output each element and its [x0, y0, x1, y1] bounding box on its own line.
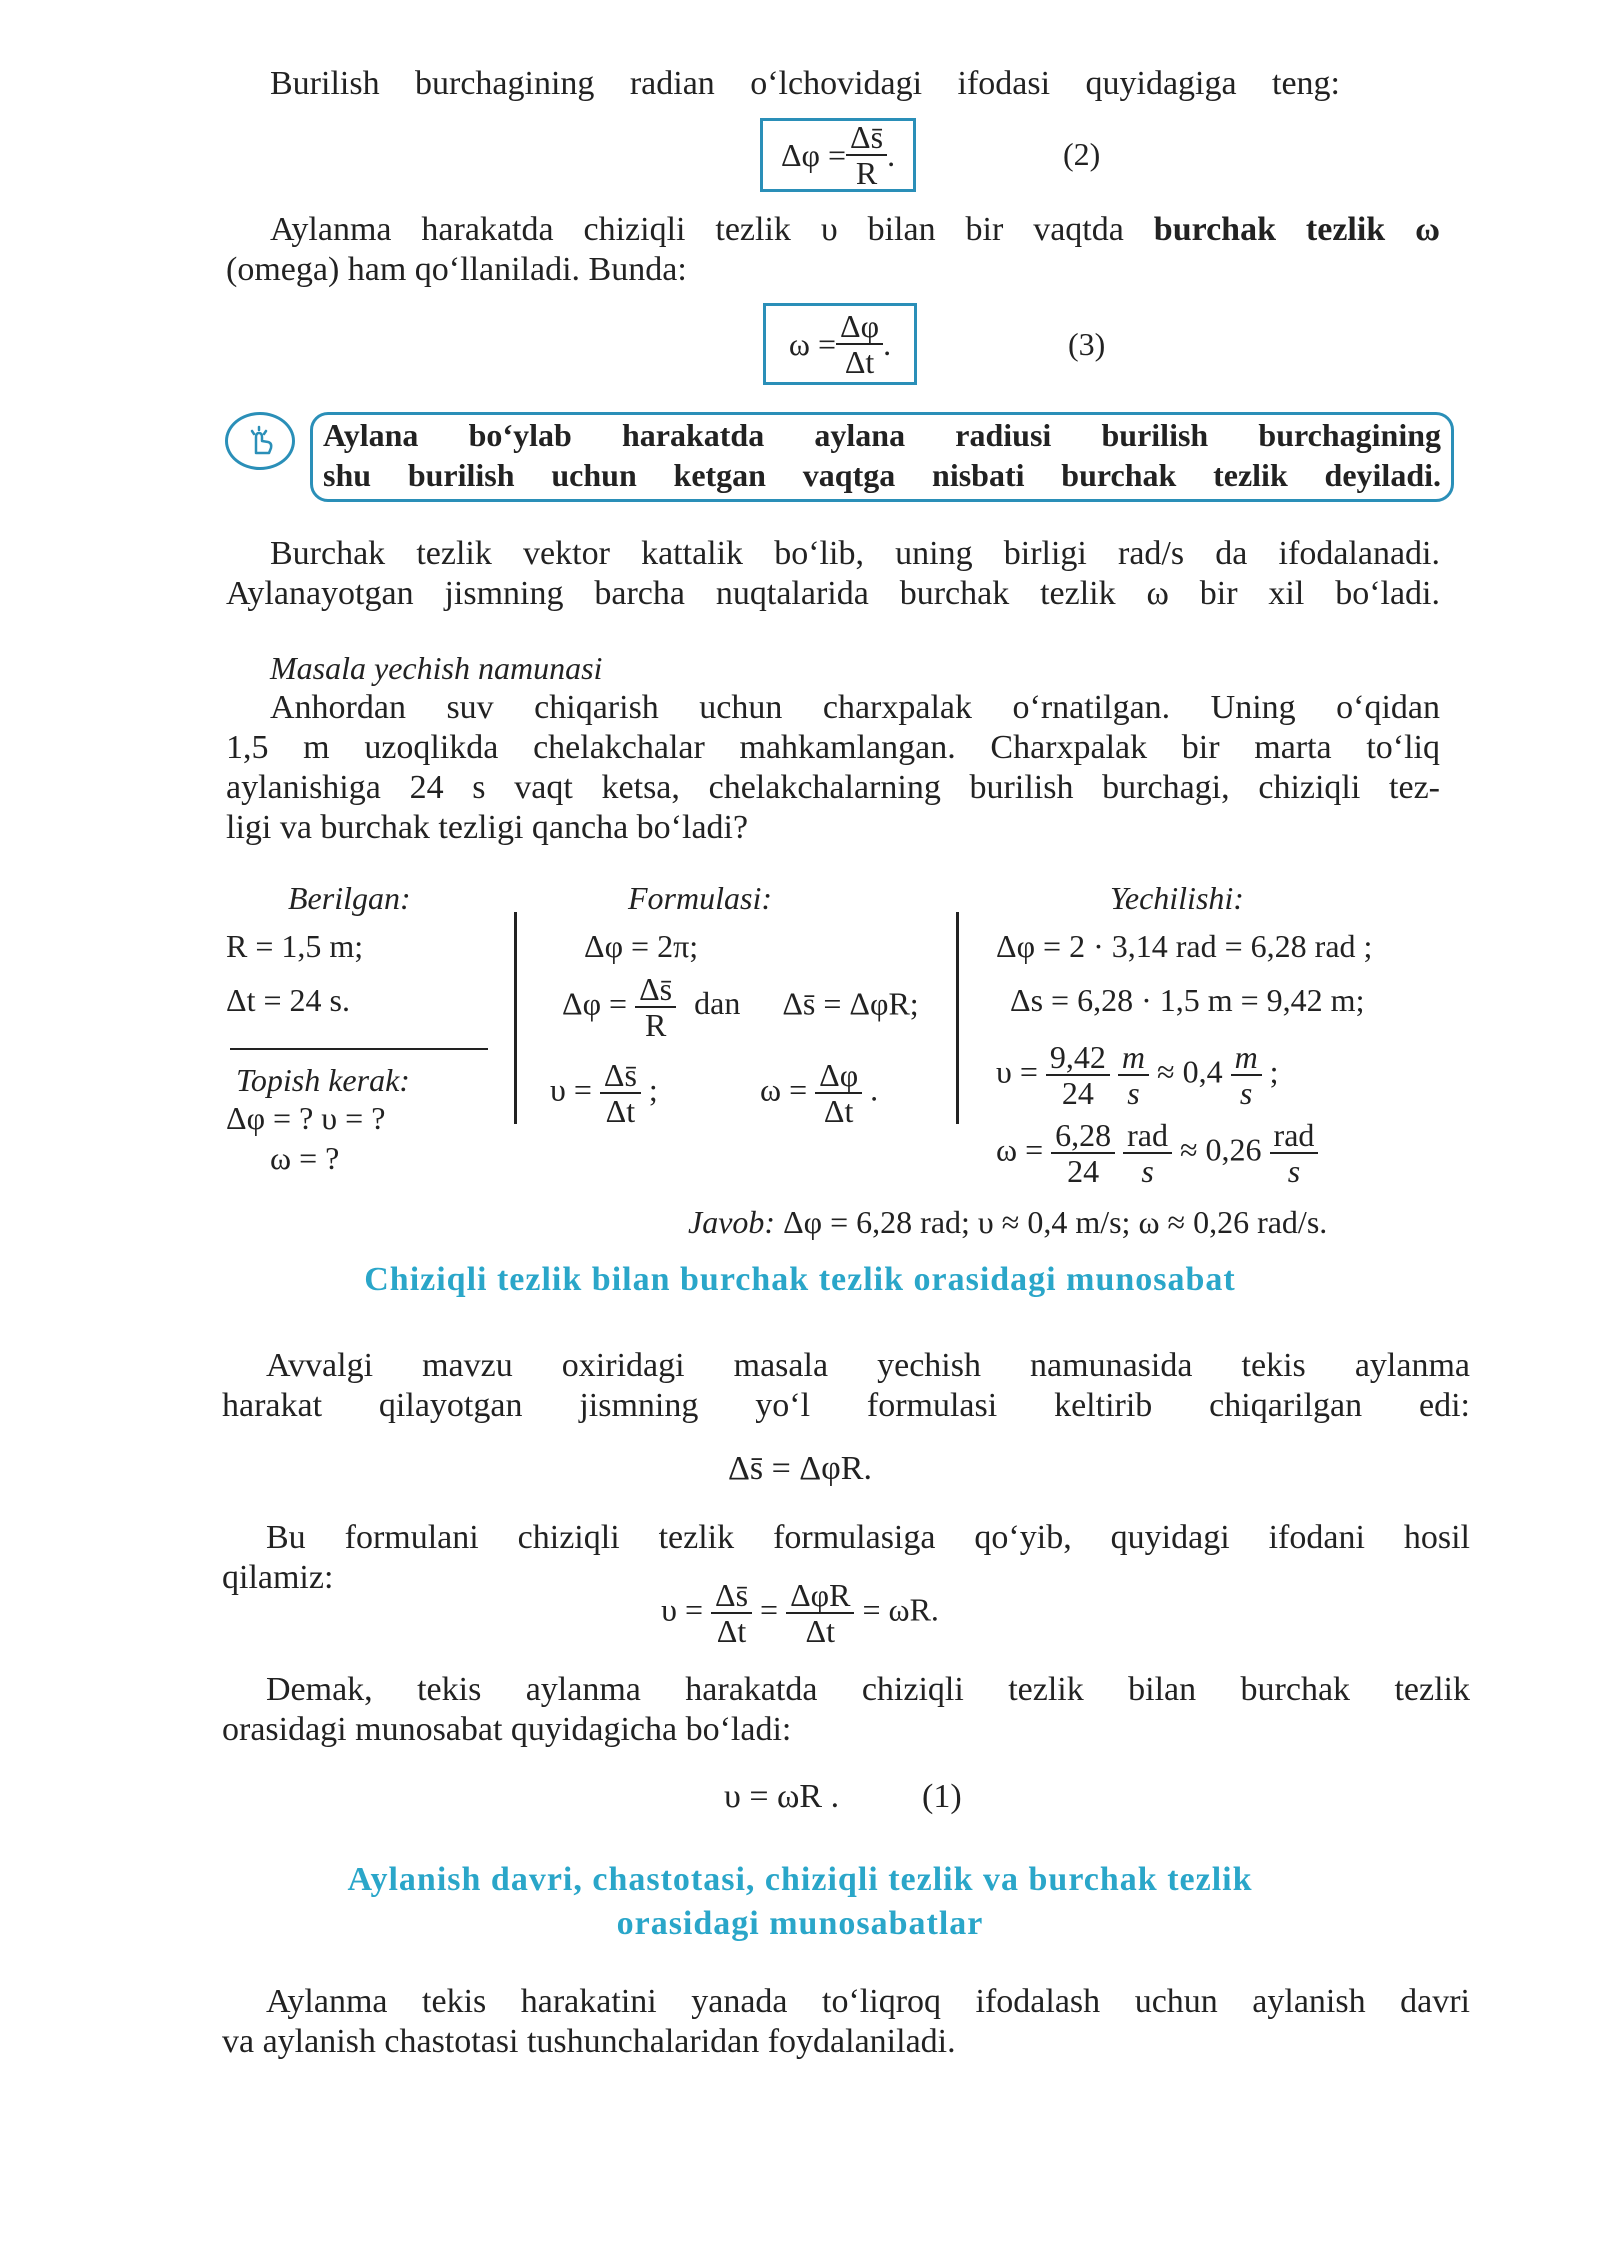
- formula-line: Δφ = 2π;: [584, 928, 699, 964]
- numerator: rad: [1270, 1118, 1319, 1154]
- formula-lhs: ω =: [760, 1071, 808, 1108]
- paragraph-vector: [226, 534, 1440, 614]
- fraction: [711, 1578, 752, 1648]
- numerator: Δs̄: [711, 1578, 752, 1614]
- definition-box: [310, 412, 1454, 502]
- formula-lhs: υ =: [996, 1053, 1038, 1090]
- find-item: Δφ = ? υ = ?: [226, 1100, 386, 1136]
- numerator: Δφ: [836, 309, 883, 345]
- paragraph-line: harakat qilayotgan jismning yo‘l formulasi keltirib chiqarilgan edi:: [222, 1387, 1470, 1424]
- paragraph-line: Avvalgi mavzu oxiridagi masala yechish namunasida tekis aylanma: [266, 1347, 1470, 1384]
- formula-lhs: υ =: [661, 1591, 703, 1628]
- column-divider: [514, 912, 517, 1124]
- fraction: [1051, 1118, 1115, 1188]
- formula-tail: ;: [1269, 1053, 1279, 1090]
- denominator: 24: [1061, 1075, 1094, 1111]
- solution-line: Δs = 6,28 · 1,5 m = 9,42 m;: [1010, 982, 1365, 1018]
- denominator: Δt: [805, 1613, 835, 1649]
- formula-box-3: [763, 303, 917, 385]
- equals: =: [760, 1591, 779, 1628]
- paragraph-line: Demak, tekis aylanma harakatda chiziqli tezlik bilan burchak tezlik: [266, 1671, 1470, 1708]
- formula-rhs: Δs̄ = ΔφR;: [782, 985, 919, 1022]
- numerator: ΔφR: [786, 1578, 854, 1614]
- section-heading: [0, 1858, 1600, 1946]
- paragraph-line: Aylanma tekis harakatini yanada to‘liqroq ifodalash uchun aylanish davri: [266, 1983, 1470, 2020]
- denominator: Δt: [716, 1613, 747, 1649]
- find-header: Topish kerak:: [236, 1062, 410, 1098]
- given-item: Δt = 24 s.: [226, 982, 350, 1018]
- answer-line: [688, 1204, 1327, 1241]
- numerator: 6,28: [1051, 1118, 1115, 1154]
- paragraph-path-formula: [222, 1346, 1470, 1426]
- unit-fraction: [1118, 1040, 1149, 1110]
- definition-line: Aylana bo‘ylab harakatda aylana radiusi burilish burchagining: [323, 417, 1441, 453]
- unit-fraction: [1270, 1118, 1319, 1188]
- denominator: s: [1127, 1075, 1140, 1111]
- example-problem: [226, 688, 1440, 848]
- formula-lhs: ω =: [996, 1131, 1044, 1168]
- approx: ≈ 0,26: [1179, 1131, 1262, 1168]
- fraction: [846, 120, 887, 190]
- paragraph-relation: [222, 1670, 1470, 1750]
- formula-line: [562, 972, 919, 1042]
- formula-lhs: Δφ =: [780, 136, 847, 173]
- formula-box-2: [760, 118, 916, 192]
- given-header: Berilgan:: [288, 880, 411, 916]
- paragraph-line: Aylanayotgan jismning barcha nuqtalarida burchak tezlik ω bir xil bo‘ladi.: [226, 575, 1440, 612]
- denominator: s: [1141, 1153, 1154, 1189]
- solution-line: [996, 1118, 1318, 1188]
- formula-mid: dan: [694, 985, 741, 1022]
- denominator: Δt: [823, 1093, 854, 1129]
- denominator: s: [1287, 1153, 1301, 1189]
- given-item: R = 1,5 m;: [226, 928, 364, 964]
- paragraph-line: va aylanish chastotasi tushunchalaridan foydalaniladi.: [222, 2023, 956, 2060]
- formula-path: Δs̄ = ΔφR.: [728, 1450, 872, 1487]
- definition-line: shu burilish uchun ketgan vaqtga nisbati burchak tezlik deyiladi.: [323, 457, 1441, 493]
- paragraph-line: qilamiz:: [222, 1559, 334, 1596]
- find-item: ω = ?: [270, 1140, 340, 1176]
- paragraph-line: Bu formulani chiziqli tezlik formulasiga qo‘yib, quyidagi ifodani hosil: [266, 1519, 1470, 1556]
- solution-line: [996, 1040, 1279, 1110]
- formula-relation: υ = ωR .: [724, 1778, 840, 1815]
- formula-line: [550, 1058, 658, 1128]
- formula-tail: .: [883, 325, 892, 362]
- fraction: [635, 972, 676, 1042]
- paragraph-line: Burilish burchagining radian o‘lchovidagi ifodasi quyidagiga teng:: [270, 65, 1340, 102]
- equation-number-2: (2): [1063, 136, 1101, 172]
- numerator: m: [1118, 1040, 1149, 1076]
- formula-lhs: υ =: [550, 1071, 592, 1108]
- paragraph-line: (omega) ham qo‘llaniladi. Bunda:: [226, 251, 687, 288]
- formula-rhs: = ωR.: [862, 1591, 939, 1628]
- bold-term: burchak tezlik ω: [1153, 211, 1440, 248]
- denominator: s: [1239, 1075, 1253, 1111]
- numerator: Δs̄: [846, 120, 887, 156]
- formula-lhs: Δφ =: [562, 985, 628, 1022]
- numerator: Δφ: [815, 1058, 862, 1094]
- numerator: rad: [1123, 1118, 1172, 1154]
- equation-number-3: (3): [1068, 326, 1106, 362]
- answer-label: Javob:: [688, 1204, 776, 1240]
- unit-fraction: [1231, 1040, 1262, 1110]
- approx: ≈ 0,4: [1157, 1053, 1223, 1090]
- numerator: 9,42: [1046, 1040, 1110, 1076]
- formula-tail: .: [870, 1071, 879, 1108]
- heading-line: Aylanish davri, chastotasi, chiziqli tezlik va burchak tezlik: [347, 1861, 1253, 1898]
- denominator: R: [644, 1007, 667, 1043]
- answer-text: Δφ = 6,28 rad; υ ≈ 0,4 m/s; ω ≈ 0,26 rad/s.: [783, 1204, 1328, 1240]
- denominator: R: [855, 155, 878, 191]
- formula-tail: ;: [648, 1071, 658, 1108]
- formula-chain: [0, 1578, 1600, 1648]
- solution-line: Δφ = 2 · 3,14 rad = 6,28 rad ;: [996, 928, 1373, 964]
- section-heading: Chiziqli tezlik bilan burchak tezlik orasidagi munosabat: [364, 1261, 1236, 1298]
- text-span: Aylanma harakatda chiziqli tezlik υ bilan bir vaqtda: [270, 211, 1124, 248]
- numerator: m: [1231, 1040, 1262, 1076]
- formula-header: Formulasi:: [628, 880, 772, 916]
- fraction: [815, 1058, 862, 1128]
- unit-fraction: [1123, 1118, 1172, 1188]
- paragraph-line: ligi va burchak tezligi qancha bo‘ladi?: [226, 809, 749, 846]
- fraction: [1046, 1040, 1110, 1110]
- paragraph-line: aylanishiga 24 s vaqt ketsa, chelakchalarning burilish burchagi, chiziqli tez-: [226, 769, 1440, 806]
- paragraph-intro: [270, 64, 1340, 104]
- fraction: [786, 1578, 854, 1648]
- numerator: Δs̄: [600, 1058, 641, 1094]
- paragraph-period-frequency: [222, 1982, 1470, 2062]
- denominator: Δt: [605, 1093, 636, 1129]
- fraction: [600, 1058, 641, 1128]
- denominator: Δt: [844, 344, 875, 380]
- paragraph-angular-velocity: [226, 210, 1440, 290]
- paragraph-line: orasidagi munosabat quyidagicha bo‘ladi:: [222, 1711, 792, 1748]
- given-divider: [230, 1048, 488, 1050]
- formula-lhs: ω =: [788, 325, 837, 362]
- example-title: Masala yechish namunasi: [270, 650, 603, 686]
- denominator: 24: [1067, 1153, 1100, 1189]
- paragraph-line: [226, 210, 1440, 250]
- hand-pointer-icon: [225, 412, 295, 470]
- paragraph-line: 1,5 m uzoqlikda chelakchalar mahkamlangan. Charxpalak bir marta to‘liq: [226, 729, 1440, 766]
- formula-tail: .: [887, 136, 896, 173]
- paragraph-line: Anhordan suv chiqarish uchun charxpalak o‘rnatilgan. Uning o‘qidan: [270, 689, 1440, 726]
- fraction: [836, 309, 883, 379]
- numerator: Δs̄: [635, 972, 676, 1008]
- heading-line: orasidagi munosabatlar: [616, 1905, 984, 1942]
- equation-number-1: (1): [922, 1778, 962, 1815]
- solution-header: Yechilishi:: [1110, 880, 1244, 916]
- paragraph-line: Burchak tezlik vektor kattalik bo‘lib, uning birligi rad/s da ifodalanadi.: [270, 535, 1440, 572]
- column-divider: [956, 912, 959, 1124]
- formula-line: [760, 1058, 878, 1128]
